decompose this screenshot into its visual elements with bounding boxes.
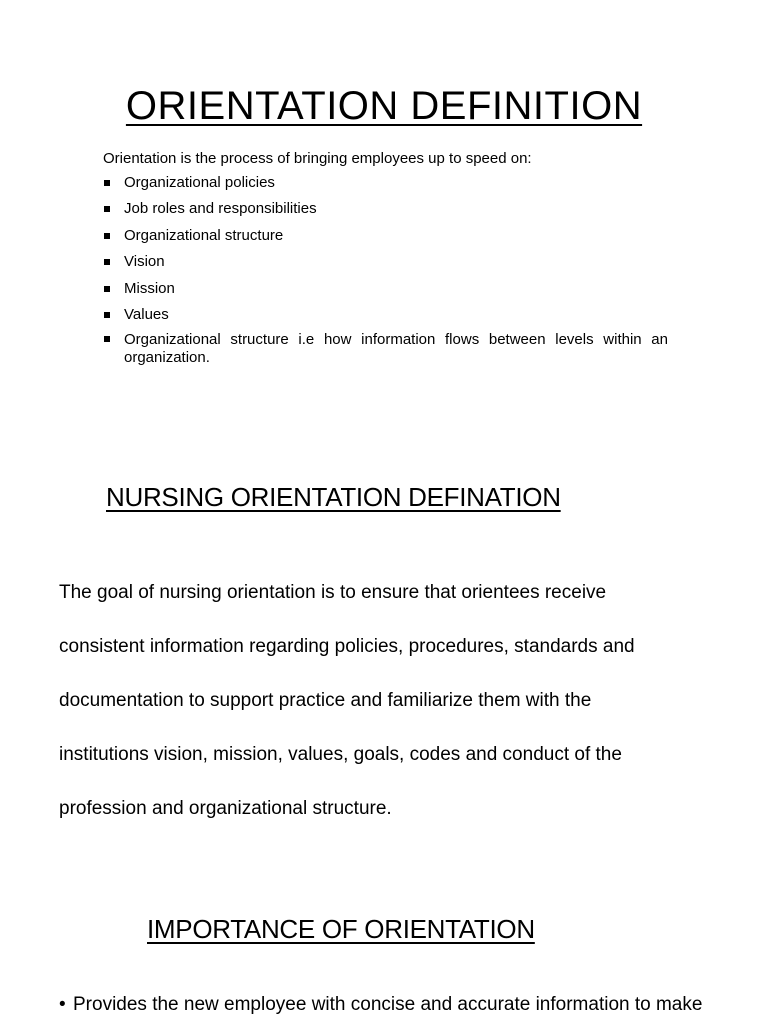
list-item: [103, 252, 668, 278]
list-item-text: Organizational structure: [124, 226, 284, 244]
square-bullet-icon: [104, 206, 110, 212]
list-item-text: Organizational policies: [124, 174, 275, 191]
orientation-list: [103, 173, 668, 367]
list-item-text: Values: [124, 305, 169, 323]
square-bullet-icon: [104, 259, 110, 265]
list-item-text: Vision: [124, 253, 165, 271]
list-item-text: Provides the new employee with concise and accurate information to make: [73, 994, 703, 1015]
list-item: [103, 331, 668, 367]
orientation-intro: Orientation is the process of bringing employees up to speed on:: [103, 150, 532, 167]
bullet-dot-icon: •: [59, 994, 66, 1015]
list-item: [103, 199, 668, 225]
importance-section-title: IMPORTANCE OF ORIENTATION: [147, 914, 535, 944]
paragraph-line: documentation to support practice and familiarize them with the: [59, 690, 592, 711]
square-bullet-icon: [104, 233, 110, 239]
page-title: ORIENTATION DEFINITION: [125, 84, 643, 128]
paragraph-line: The goal of nursing orientation is to ensure that orientees receive: [59, 582, 607, 603]
list-item: [103, 173, 668, 199]
paragraph-line: consistent information regarding policies, procedures, standards and: [59, 636, 635, 657]
list-item-text: Job roles and responsibilities: [124, 200, 317, 218]
list-item-text: Mission: [124, 279, 175, 297]
square-bullet-icon: [104, 312, 110, 318]
list-item: [103, 226, 668, 252]
importance-list-item: [59, 990, 702, 1020]
square-bullet-icon: [104, 180, 110, 186]
square-bullet-icon: [104, 286, 110, 292]
list-item-text: Organizational structure i.e how information flows between levels within an organization.: [124, 331, 668, 367]
nursing-paragraph: [59, 566, 719, 836]
paragraph-line: institutions vision, mission, values, goals, codes and conduct of the: [59, 744, 622, 765]
list-item: [103, 305, 668, 331]
nursing-section-title: NURSING ORIENTATION DEFINATION: [106, 482, 561, 512]
paragraph-line: profession and organizational structure.: [59, 798, 392, 819]
square-bullet-icon: [104, 336, 110, 342]
list-item: [103, 279, 668, 305]
